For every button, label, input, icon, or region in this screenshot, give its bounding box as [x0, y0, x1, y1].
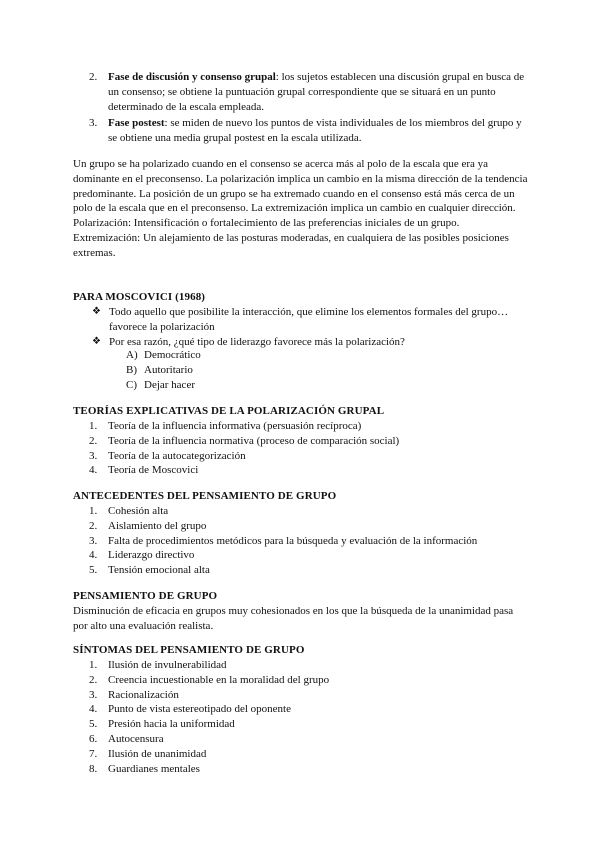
option-text: Dejar hacer: [144, 378, 195, 391]
option-item: [126, 348, 201, 363]
list-item: 3. Racionalización: [89, 688, 529, 703]
item-text: Creencia incuestionable en la moralidad del grupo: [108, 673, 330, 686]
list-item: 5. Tensión emocional alta: [89, 563, 529, 578]
list-item: 3. Falta de procedimientos metódicos para la búsqueda y evaluación de la información: [89, 534, 529, 549]
polarization-definition: Polarización: Intensificación o fortalecimiento de las preferencias iniciales de un grupo.: [73, 217, 460, 230]
item-text: Guardianes mentales: [108, 762, 200, 775]
item-text: Falta de procedimientos metódicos para la búsqueda y evaluación de la información: [108, 534, 478, 547]
item-text: Teoría de Moscovici: [108, 464, 199, 477]
option-letter: B): [126, 363, 137, 376]
list-item: 2. Aislamiento del grupo: [89, 519, 529, 534]
section-heading: PENSAMIENTO DE GRUPO: [73, 590, 218, 602]
list-item: 5. Presión hacia la uniformidad: [89, 717, 529, 732]
bullet-item: [92, 305, 522, 335]
polarization-section: [73, 157, 528, 261]
bullet-text: Todo aquello que posibilite la interacción, que elimine los elementos formales del grupo… favorece la polarización: [109, 306, 509, 333]
section-heading: SÍNTOMAS DEL PENSAMIENTO DE GRUPO: [73, 644, 305, 656]
section-heading: ANTECEDENTES DEL PENSAMIENTO DE GRUPO: [73, 490, 337, 502]
moscovici-bullets: [92, 305, 522, 349]
section-heading: TEORÍAS EXPLICATIVAS DE LA POLARIZACIÓN GRUPAL: [73, 405, 385, 417]
list-item: [89, 116, 529, 146]
list-item: 1. Cohesión alta: [89, 504, 529, 519]
item-text: Ilusión de unanimidad: [108, 747, 207, 760]
item-text: Racionalización: [108, 688, 179, 701]
item-text: Aislamiento del grupo: [108, 519, 207, 532]
item-number: 3.: [89, 117, 98, 130]
phase-text: : los sujetos establecen una discusión grupal en busca de un consenso; se obtiene la puntuación grupal correspondiente que se situará en un punto determinado de la escala empleada.: [108, 71, 525, 113]
phase-title: Fase postest: [108, 117, 165, 130]
option-text: Democrático: [144, 349, 201, 361]
item-text: Teoría de la autocategorización: [108, 449, 246, 462]
leadership-options: [126, 348, 201, 392]
list-item: 1. Teoría de la influencia informativa (persuasión recíproca): [89, 419, 529, 434]
item-text: Ilusión de invulnerabilidad: [108, 659, 227, 671]
item-text: Teoría de la influencia informativa (persuasión recíproca): [108, 420, 362, 432]
option-letter: A): [126, 349, 138, 361]
antecedents-section: [73, 489, 528, 504]
diamond-bullet-icon: ❖: [92, 306, 101, 317]
item-text: Presión hacia la uniformidad: [108, 718, 235, 731]
item-text: Tensión emocional alta: [108, 564, 210, 577]
list-item: 2. Creencia incuestionable en la moralidad del grupo: [89, 673, 529, 688]
item-text: Teoría de la influencia normativa (proceso de comparación social): [108, 434, 400, 447]
phase-title: Fase de discusión y consenso grupal: [108, 71, 276, 83]
list-item: 7. Ilusión de unanimidad: [89, 747, 529, 762]
list-item: 4. Liderazgo directivo: [89, 548, 529, 563]
theories-list: [89, 419, 529, 478]
list-item: 4. Punto de vista estereotipado del oponente: [89, 702, 529, 717]
antecedents-list: [89, 504, 529, 578]
list-item: 8. Guardianes mentales: [89, 762, 529, 777]
extremization-definition: Extremización: Un alejamiento de las posturas moderadas, en cualquiera de las posibles posiciones extremas.: [73, 231, 509, 259]
diamond-bullet-icon: ❖: [92, 335, 101, 347]
list-item: 4. Teoría de Moscovici: [89, 463, 529, 478]
list-item: 6. Autocensura: [89, 732, 529, 747]
list-item: 1. Ilusión de invulnerabilidad: [89, 658, 529, 673]
moscovici-section: [73, 290, 528, 305]
option-text: Autoritario: [144, 363, 193, 376]
list-item: [89, 70, 529, 114]
symptoms-section: [73, 643, 528, 658]
polarization-paragraph: Un grupo se ha polarizado cuando en el consenso se acerca más al polo de la escala que era ya dominante en el preconsenso. La polarización implica un cambio en la misma dirección de la tendencia predominante. La posición de un grupo se ha extremado cuando en el consenso está más cerca de un polo de la escala que en el preconsenso. La extremización implica un cambio en cualquier dirección.: [73, 158, 528, 215]
symptoms-list: [89, 658, 529, 776]
list-item: 2. Teoría de la influencia normativa (proceso de comparación social): [89, 434, 529, 449]
groupthink-section: [73, 589, 528, 633]
groupthink-definition: Disminución de eficacia en grupos muy cohesionados en los que la búsqueda de la unanimidad pasa por alto una evaluación realista.: [73, 604, 514, 632]
item-number: 2.: [89, 71, 98, 83]
option-letter: C): [126, 378, 137, 391]
item-text: Punto de vista estereotipado del oponente: [108, 703, 291, 716]
item-text: Liderazgo directivo: [108, 549, 195, 562]
bullet-text: Por esa razón, ¿qué tipo de liderazgo favorece más la polarización?: [109, 335, 405, 348]
phase-text: : se miden de nuevo los puntos de vista individuales de los miembros del grupo y se obtiene una media grupal postest en la escala utilizada.: [108, 117, 522, 145]
section-heading: PARA MOSCOVICI (1968): [73, 291, 206, 303]
item-text: Autocensura: [108, 732, 164, 745]
list-item: 3. Teoría de la autocategorización: [89, 449, 529, 464]
theories-section: [73, 404, 528, 419]
option-item: [126, 363, 201, 378]
phases-list: [89, 70, 529, 146]
item-text: Cohesión alta: [108, 505, 169, 517]
option-item: [126, 378, 201, 393]
